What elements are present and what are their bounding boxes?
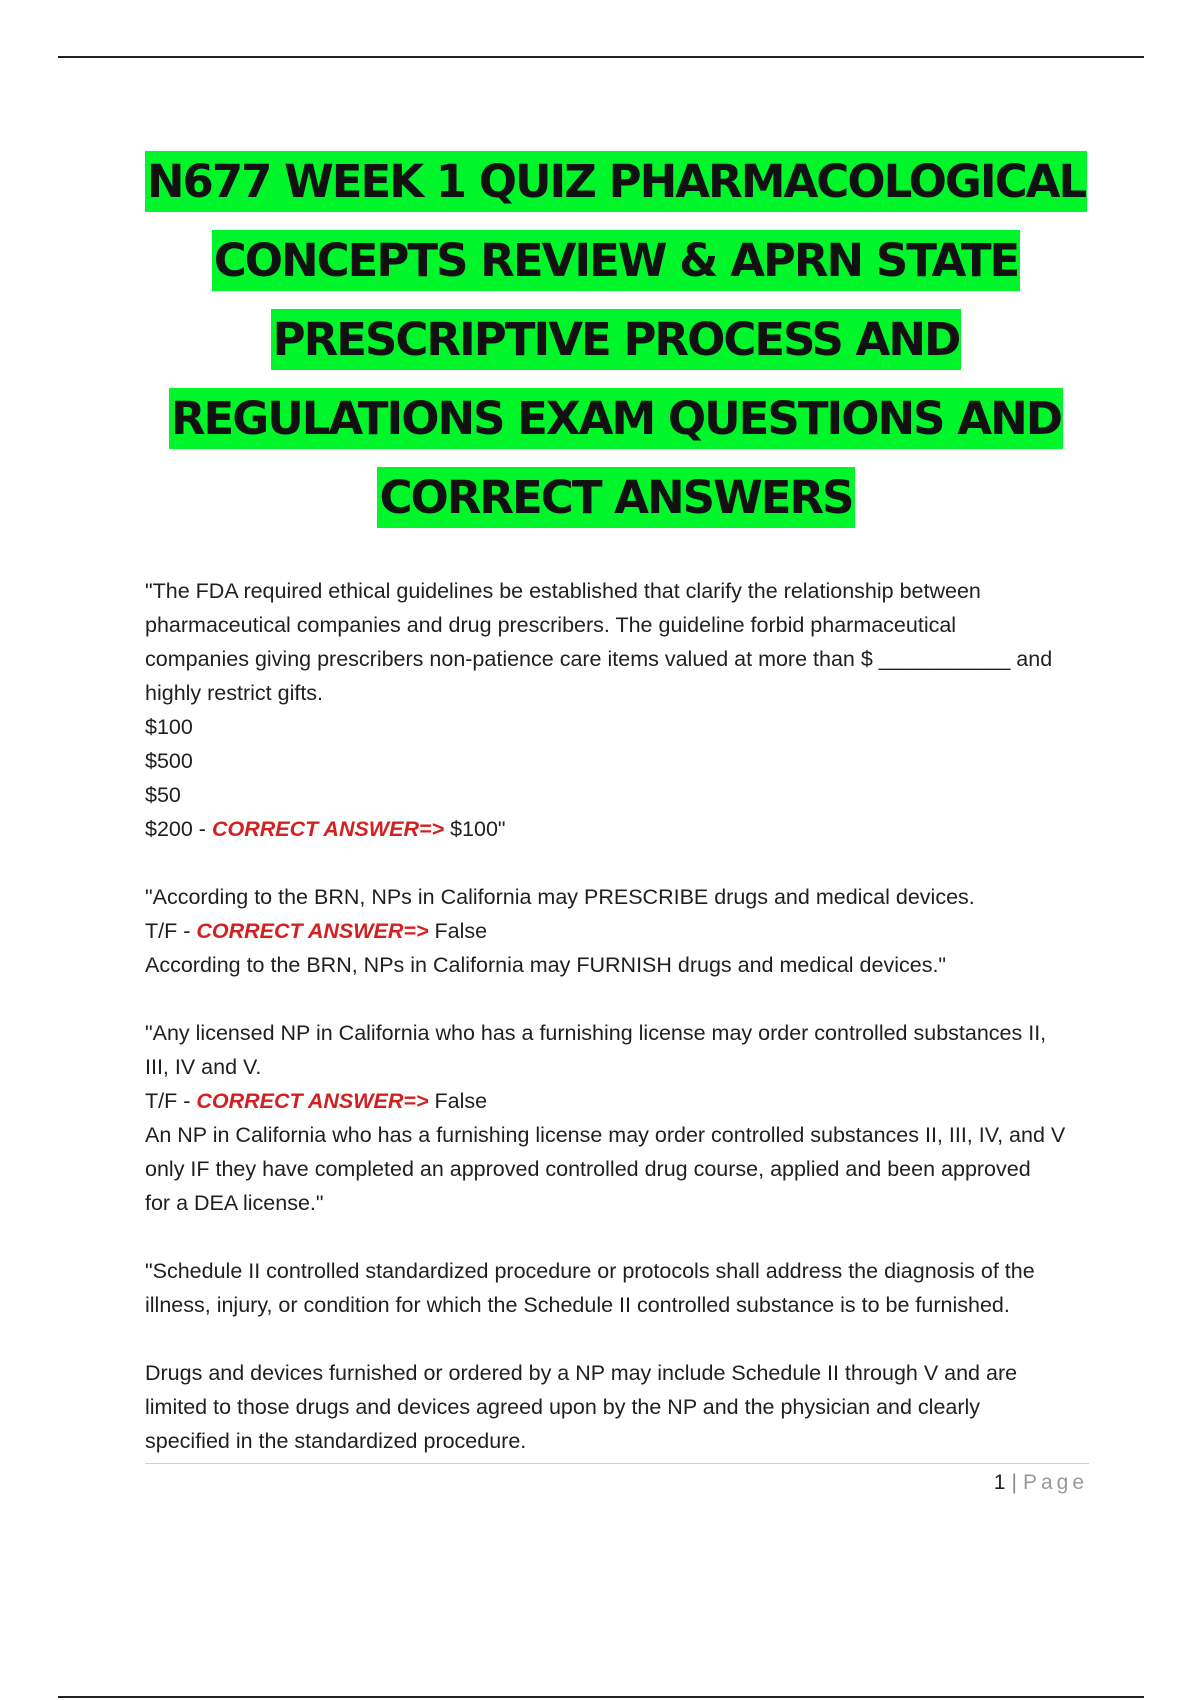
question-4-text: limited to those drugs and devices agreed upon by the NP and the physician and clearly xyxy=(145,1395,981,1419)
title-line-5: CORRECT ANSWERS xyxy=(377,467,854,528)
bottom-rule xyxy=(58,1696,1144,1698)
question-1-last-option: $200 - xyxy=(145,817,212,841)
question-3-answer: False xyxy=(428,1089,488,1113)
question-3-text: III, IV and V. xyxy=(145,1055,262,1079)
title-line-2: CONCEPTS REVIEW & APRN STATE xyxy=(212,230,1021,291)
correct-answer-label: CORRECT ANSWER=> xyxy=(196,1089,429,1113)
question-3-explanation: for a DEA license." xyxy=(145,1191,324,1215)
question-3 xyxy=(145,1016,1095,1220)
question-2-prefix: T/F - xyxy=(145,919,197,943)
question-1-line: pharmaceutical companies and drug prescribers. The guideline forbid pharmaceutical xyxy=(145,613,957,637)
correct-answer-label: CORRECT ANSWER=> xyxy=(196,919,429,943)
page-number: 1 xyxy=(993,1471,1006,1494)
paragraph-gap xyxy=(145,982,1095,1016)
question-2-answer: False xyxy=(428,919,488,943)
footer-rule xyxy=(145,1463,1089,1464)
question-3-explanation: only IF they have completed an approved controlled drug course, applied and been approved xyxy=(145,1157,1031,1181)
paragraph-gap xyxy=(145,846,1095,880)
title-line-4: REGULATIONS EXAM QUESTIONS AND xyxy=(169,388,1063,449)
question-1-line: "The FDA required ethical guidelines be established that clarify the relationship between xyxy=(145,579,981,603)
question-3-text: "Any licensed NP in California who has a furnishing license may order controlled substances II, xyxy=(145,1021,1047,1045)
question-4-text: specified in the standardized procedure. xyxy=(145,1429,527,1453)
question-1 xyxy=(145,574,1095,846)
question-1-line: highly restrict gifts. xyxy=(145,681,324,705)
question-4-text: Drugs and devices furnished or ordered by a NP may include Schedule II through V and are xyxy=(145,1361,1018,1385)
page-footer xyxy=(994,1468,1088,1498)
page-separator: | xyxy=(1011,1471,1017,1494)
question-1-answer: $100" xyxy=(444,817,506,841)
question-3-explanation: An NP in California who has a furnishing license may order controlled substances II, III, IV, and V xyxy=(145,1123,1066,1147)
question-4-text: illness, injury, or condition for which the Schedule II controlled substance is to be furnished. xyxy=(145,1293,1010,1317)
question-1-option: $50 xyxy=(145,783,181,807)
page-label: Page xyxy=(1022,1471,1088,1494)
question-2-explanation: According to the BRN, NPs in California may FURNISH drugs and medical devices." xyxy=(145,953,947,977)
question-1-answer-line xyxy=(145,812,1095,846)
paragraph-gap xyxy=(145,1220,1095,1254)
question-3-answer-line xyxy=(145,1084,1095,1118)
question-4 xyxy=(145,1254,1095,1458)
question-2-answer-line xyxy=(145,914,1095,948)
question-4-text: "Schedule II controlled standardized procedure or protocols shall address the diagnosis of the xyxy=(145,1259,1035,1283)
title-line-3: PRESCRIPTIVE PROCESS AND xyxy=(271,309,962,370)
document-body xyxy=(145,574,1095,1458)
question-1-option: $500 xyxy=(145,749,193,773)
question-2-text: "According to the BRN, NPs in California may PRESCRIBE drugs and medical devices. xyxy=(145,885,975,909)
title-line-1: N677 WEEK 1 QUIZ PHARMACOLOGICAL xyxy=(145,151,1087,212)
question-1-option: $100 xyxy=(145,715,193,739)
correct-answer-label: CORRECT ANSWER=> xyxy=(211,817,445,841)
question-3-prefix: T/F - xyxy=(145,1089,197,1113)
paragraph-gap xyxy=(145,1322,1095,1356)
top-rule xyxy=(58,56,1144,58)
question-1-line: companies giving prescribers non-patience care items valued at more than $ ___________ and xyxy=(145,647,1053,671)
question-2 xyxy=(145,880,1095,982)
document-title xyxy=(80,142,1152,537)
